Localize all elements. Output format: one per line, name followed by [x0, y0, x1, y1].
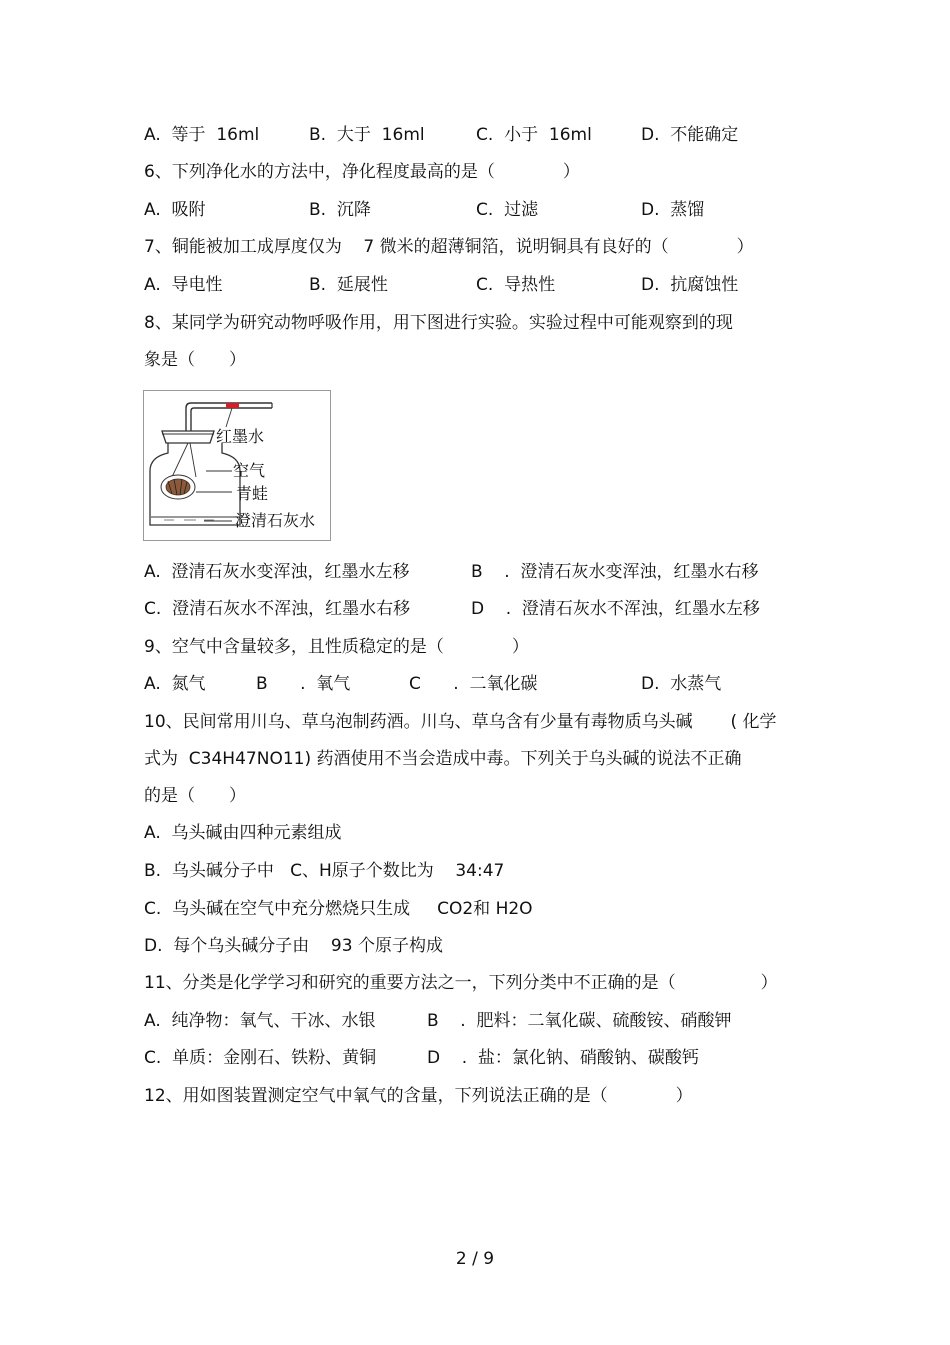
- q5-option-d: D. 不能确定: [641, 125, 739, 145]
- q10-option-a: A. 乌头碱由四种元素组成: [144, 823, 342, 843]
- q7-option-a: A. 导电性: [144, 275, 223, 295]
- q7-stem: 7、铜能被加工成厚度仅为 7 微米的超薄铜箔，说明铜具有良好的（ ）: [144, 237, 754, 257]
- respiration-apparatus-figure: [143, 390, 331, 541]
- page-number: 2 / 9: [455, 1249, 495, 1269]
- limewater-label: 澄清石灰水: [235, 511, 316, 530]
- q10-stem-line1: 10、民间常用川乌、草乌泡制药酒。川乌、草乌含有少量有毒物质乌头碱 ( 化学: [144, 712, 777, 732]
- q8-option-c: C. 澄清石灰水不浑浊，红墨水右移: [144, 599, 411, 619]
- q7-option-d: D. 抗腐蚀性: [641, 275, 739, 295]
- q9-stem: 9、空气中含量较多，且性质稳定的是（ ）: [144, 637, 529, 657]
- q10-option-c: C. 乌头碱在空气中充分燃烧只生成 CO2和 H2O: [144, 899, 533, 919]
- q6-option-a: A. 吸附: [144, 200, 206, 220]
- q8-stem-line1: 8、某同学为研究动物呼吸作用，用下图进行实验。实验过程中可能观察到的现: [144, 313, 733, 333]
- q6-option-d: D. 蒸馏: [641, 200, 705, 220]
- q11-stem: 11、分类是化学学习和研究的重要方法之一，下列分类中不正确的是（ ）: [144, 973, 778, 993]
- q11-option-c: C. 单质：金刚石、铁粉、黄铜: [144, 1048, 377, 1068]
- q9-option-a: A. 氮气: [144, 674, 206, 694]
- frog-label: 青蛙: [236, 484, 269, 503]
- q5-option-c: C. 小于 16ml: [476, 125, 592, 145]
- q9-option-b: B . 氧气: [256, 674, 351, 694]
- q5-option-b: B. 大于 16ml: [309, 125, 425, 145]
- red-ink-label: 红墨水: [216, 427, 265, 446]
- q12-stem: 12、用如图装置测定空气中氧气的含量，下列说法正确的是（ ）: [144, 1086, 693, 1106]
- q9-option-d: D. 水蒸气: [641, 674, 722, 694]
- q6-option-b: B. 沉降: [309, 200, 371, 220]
- q8-option-d: D . 澄清石灰水不浑浊，红墨水左移: [471, 599, 760, 619]
- q10-stem-line2: 式为 C34H47NO11) 药酒使用不当会造成中毒。下列关于乌头碱的说法不正确: [144, 749, 742, 769]
- q11-option-d: D . 盐：氯化钠、硝酸钠、碳酸钙: [427, 1048, 699, 1068]
- q8-option-a: A. 澄清石灰水变浑浊，红墨水左移: [144, 562, 410, 582]
- q6-stem: 6、下列净化水的方法中，净化程度最高的是（ ）: [144, 162, 580, 182]
- q7-option-b: B. 延展性: [309, 275, 388, 295]
- q10-option-b: B. 乌头碱分子中 C、H原子个数比为 34:47: [144, 861, 505, 881]
- q8-option-b: B . 澄清石灰水变浑浊，红墨水右移: [471, 562, 759, 582]
- q5-option-a: A. 等于 16ml: [144, 125, 260, 145]
- q10-stem-line3: 的是（ ）: [144, 786, 246, 806]
- q11-option-a: A. 纯净物：氧气、干冰、水银: [144, 1011, 376, 1031]
- q11-option-b: B . 肥料：二氧化碳、硫酸铵、硝酸钾: [427, 1011, 732, 1031]
- q7-option-c: C. 导热性: [476, 275, 556, 295]
- q8-stem-line2: 象是（ ）: [144, 350, 246, 370]
- red-ink-drop: [226, 403, 239, 408]
- air-label: 空气: [233, 461, 266, 480]
- q10-option-d: D. 每个乌头碱分子由 93 个原子构成: [144, 936, 443, 956]
- q6-option-c: C. 过滤: [476, 200, 539, 220]
- q9-option-c: C . 二氧化碳: [409, 674, 538, 694]
